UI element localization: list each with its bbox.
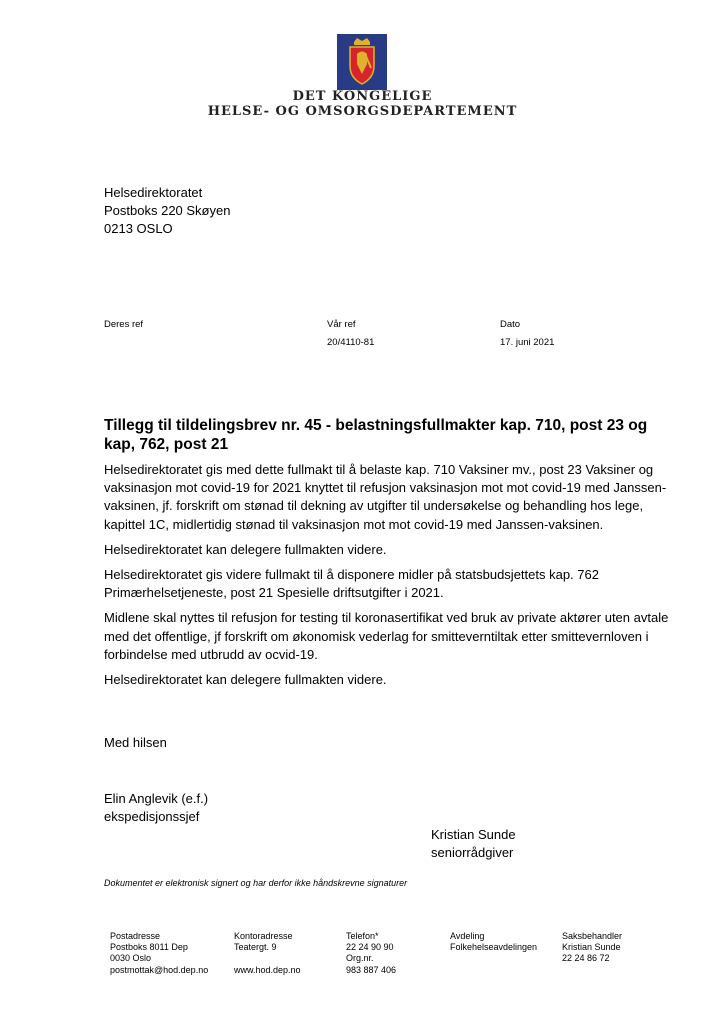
footer-line: 983 887 406 <box>346 964 397 975</box>
footer-line: 22 24 86 72 <box>562 953 610 964</box>
department-name-line1: DET KONGELIGE <box>292 89 433 104</box>
closing-greeting: Med hilsen <box>104 735 167 750</box>
footer-website: www.hod.dep.no <box>234 964 301 975</box>
footer-line: Teatergt. 9 <box>234 942 277 953</box>
signer-name: Elin Anglevik (e.f.) <box>104 791 209 806</box>
lion-emblem-icon <box>337 34 387 90</box>
footer-telefon <box>346 931 396 976</box>
paragraph: Midlene skal nyttes til refusjon for testing til koronasertifikat ved bruk av private aktører uten avtale med det offentlige, jf forskrift om økonomisk vederlag for smitteverntiltak etter smittevernloven i forbindelse med utbrudd av ocvid-19. <box>104 610 669 662</box>
footer-heading: Saksbehandler <box>562 931 623 941</box>
deres-ref-label: Deres ref <box>104 319 144 330</box>
signature-block-2 <box>431 826 516 862</box>
electronic-signature-note: Dokumentet er elektronisk signert og har derfor ikke håndskrevne signaturer <box>104 878 408 888</box>
signer-title: seniorrådgiver <box>431 845 514 860</box>
paragraph: Helsedirektoratet gis med dette fullmakt til å belaste kap. 710 Vaksiner mv., post 23 Vaksiner og vaksinasjon mot covid-19 for 2021 knyttet til refusjon vaksinasjon mot mot covid-19 med Janssen-vaksinen, jf. forskrift om stønad til dekning av utgifter til undersøkelse og behandling hos lege, kapittel 1C, midlertidig stønad til vaksinasjon mot mot covid-19 med Janssen-vaksinen. <box>104 462 667 532</box>
coat-of-arms-logo <box>337 34 387 90</box>
footer-postadresse <box>110 931 208 976</box>
paragraph: Helsedirektoratet gis videre fullmakt til å disponere midler på statsbudsjettets kap. 762 Primærhelsetjeneste, post 21 Spesielle driftsutgifter i 2021. <box>104 567 599 601</box>
recipient-address <box>104 184 230 238</box>
signature-block-1 <box>104 790 208 826</box>
signer-name: Kristian Sunde <box>431 827 516 842</box>
var-ref-label: Vår ref <box>327 319 356 330</box>
footer-line <box>234 953 301 964</box>
recipient-street: Postboks 220 Skøyen <box>104 203 231 218</box>
footer-line: Org.nr. <box>346 953 374 964</box>
footer-heading: Avdeling <box>450 931 485 941</box>
footer-heading: Kontoradresse <box>234 931 293 941</box>
department-name-line2: HELSE- OG OMSORGSDEPARTEMENT <box>207 104 518 119</box>
footer-line: 22 24 90 90 <box>346 942 394 953</box>
footer-avdeling <box>450 931 537 953</box>
footer-email: postmottak@hod.dep.no <box>110 964 209 975</box>
signer-title: ekspedisjonssjef <box>104 809 200 824</box>
letter-body <box>104 461 669 696</box>
recipient-city: 0213 OSLO <box>104 221 173 236</box>
var-ref-value: 20/4110-81 <box>327 337 375 348</box>
paragraph: Helsedirektoratet kan delegere fullmakten videre. <box>104 672 387 688</box>
footer-kontoradresse <box>234 931 301 976</box>
footer-saksbehandler <box>562 931 622 965</box>
footer-heading: Telefon* <box>346 931 379 941</box>
dato-label: Dato <box>500 319 521 330</box>
dato-value: 17. juni 2021 <box>500 337 555 348</box>
footer-line: Postboks 8011 Dep <box>110 942 188 953</box>
paragraph: Helsedirektoratet kan delegere fullmakten videre. <box>104 541 387 557</box>
footer-line: Kristian Sunde <box>562 942 621 953</box>
footer-heading: Postadresse <box>110 931 161 941</box>
footer-line: Folkehelseavdelingen <box>450 942 538 953</box>
letter-title: Tillegg til tildelingsbrev nr. 45 - belastningsfullmakter kap. 710, post 23 og kap, 762, post 21 <box>104 417 648 453</box>
footer-line: 0030 Oslo <box>110 953 152 964</box>
recipient-name: Helsedirektoratet <box>104 185 203 200</box>
